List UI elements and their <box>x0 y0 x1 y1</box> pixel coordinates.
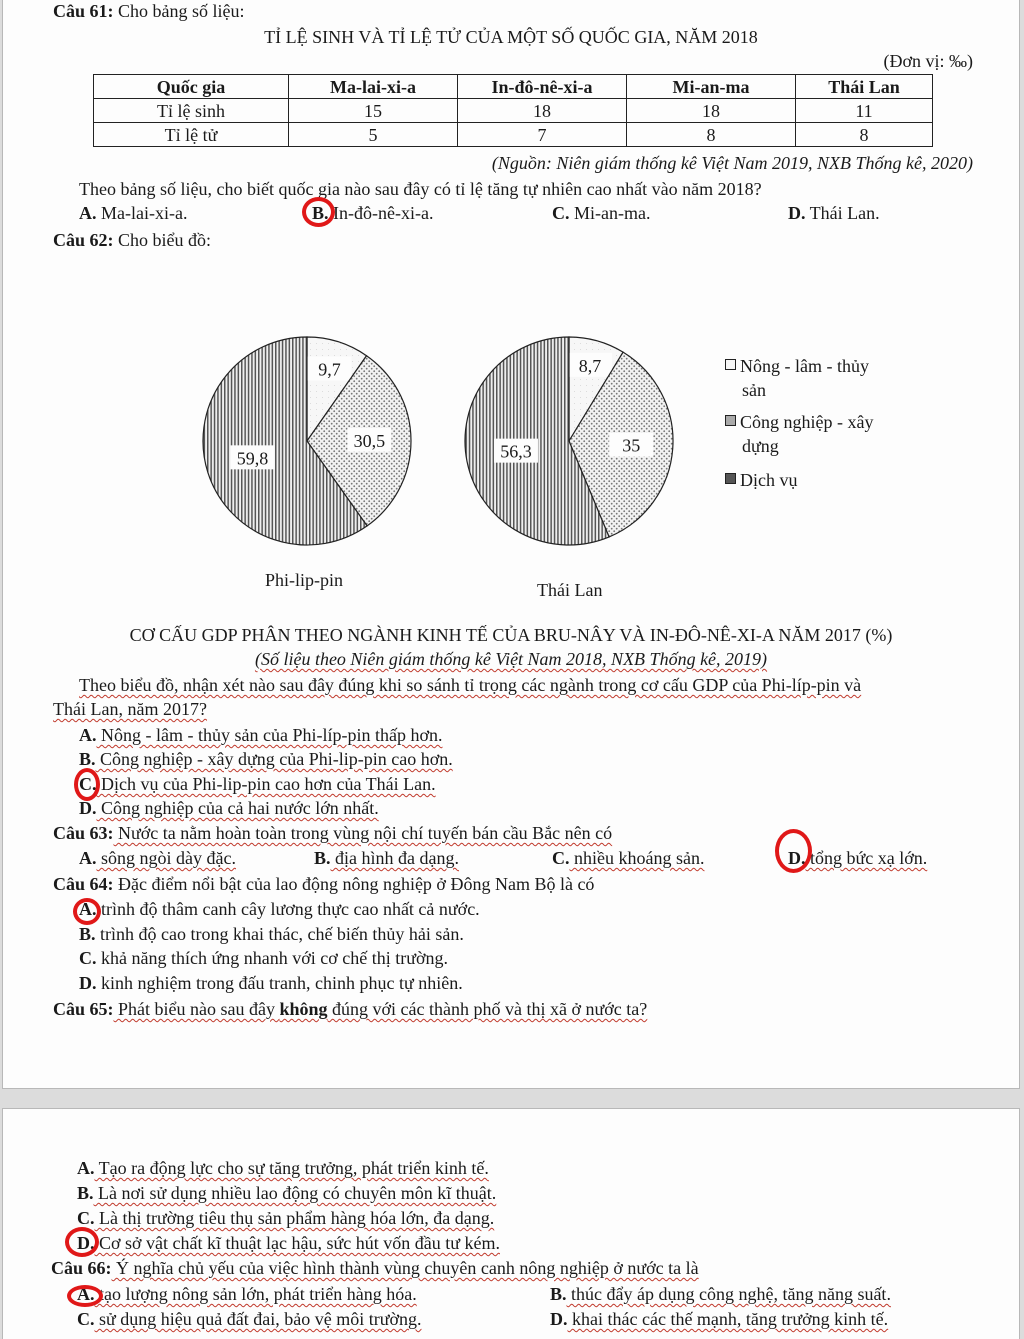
q66-number: Câu 66: <box>51 1258 112 1278</box>
page-2 <box>2 1108 1020 1339</box>
table-cell: Tỉ lệ tử <box>94 123 289 147</box>
q62-option-d[interactable] <box>79 797 379 819</box>
table-cell: 11 <box>796 99 933 123</box>
q65-number: Câu 65: <box>53 999 114 1019</box>
q62-question-text: Theo biểu đồ, nhận xét nào sau đây đúng khi so sánh tỉ trọng các ngành trong cơ cấu GDP của Phi-líp-pin và <box>79 675 862 695</box>
table-header: Thái Lan <box>796 75 933 99</box>
option-text: sông ngòi dày đặc. <box>96 848 236 868</box>
table-cell: Tỉ lệ sinh <box>94 99 289 123</box>
q63-number: Câu 63: <box>53 823 114 843</box>
option-letter: A. <box>79 725 97 745</box>
option-letter: D. <box>788 203 806 223</box>
table-cell: 5 <box>289 123 458 147</box>
q63-option-c[interactable] <box>552 847 704 869</box>
option-letter: A. <box>77 1284 95 1304</box>
q66-option-d[interactable] <box>550 1308 888 1330</box>
answer-mark-q63 <box>775 829 812 873</box>
q66-option-b[interactable] <box>550 1283 891 1305</box>
option-letter: C. <box>552 848 570 868</box>
option-letter: C. <box>77 1208 95 1228</box>
option-letter: D. <box>77 1233 95 1253</box>
legend-item-agriculture <box>725 354 869 402</box>
q64-option-c[interactable] <box>79 947 448 969</box>
q63-option-b[interactable] <box>314 847 459 869</box>
option-text: Là nơi sử dụng nhiều lao động có chuyên môn kĩ thuật. <box>93 1183 497 1203</box>
q63-question <box>53 822 612 844</box>
q66-option-c[interactable] <box>77 1308 421 1330</box>
option-text: kinh nghiệm trong đấu tranh, chinh phục tự nhiên. <box>96 973 463 993</box>
legend-item-industry <box>725 410 873 458</box>
option-text: Ma-lai-xi-a. <box>96 203 188 223</box>
q64-question <box>53 873 594 895</box>
pie-chart-thailand <box>465 337 673 545</box>
q62-number: Câu 62: <box>53 230 114 250</box>
q62-option-b[interactable] <box>79 748 453 770</box>
slice-value-label: 59,8 <box>236 448 269 469</box>
q64-option-d[interactable] <box>79 972 463 994</box>
option-text: Thái Lan. <box>805 203 880 223</box>
q63-option-a[interactable] <box>79 847 236 869</box>
option-letter: D. <box>788 848 806 868</box>
option-text: trình độ thâm canh cây lương thực cao nhất cả nước. <box>96 899 480 919</box>
slice-value-label: 8,7 <box>578 355 602 376</box>
q65-emphasis: không <box>279 999 328 1019</box>
q65-option-c[interactable] <box>77 1207 494 1229</box>
option-letter: C. <box>79 948 97 968</box>
option-text: tạo lượng nông sản lớn, phát triển hàng hóa. <box>94 1284 417 1304</box>
q66-question <box>51 1257 699 1279</box>
option-text: địa hình đa dạng. <box>330 848 459 868</box>
q61-source: (Nguồn: Niên giám thống kê Việt Nam 2019, NXB Thống kê, 2020) <box>491 153 973 173</box>
q61-table-title: TỈ LỆ SINH VÀ TỈ LỆ TỬ CỦA MỘT SỐ QUỐC GIA, NĂM 2018 <box>264 27 758 47</box>
slice-value-label: 35 <box>622 435 641 456</box>
option-letter: B. <box>314 848 331 868</box>
q65-text: Phát biểu nào sau đây <box>113 999 280 1019</box>
option-text: Công nghiệp - xây dựng của Phi-lip-pin cao hơn. <box>95 749 453 769</box>
slice-value-label: 56,3 <box>500 441 532 462</box>
option-letter: C. <box>552 203 570 223</box>
legend-swatch <box>725 473 736 484</box>
option-letter: B. <box>312 203 329 223</box>
table-header: Mi-an-ma <box>627 75 796 99</box>
legend-label-cont: dựng <box>742 436 779 456</box>
q61-intro-text: Cho bảng số liệu: <box>113 1 245 21</box>
q64-number: Câu 64: <box>53 874 114 894</box>
table-cell: 18 <box>627 99 796 123</box>
table-cell: 8 <box>627 123 796 147</box>
option-letter: D. <box>79 798 97 818</box>
page-1 <box>2 0 1020 1089</box>
option-letter: A. <box>79 899 97 919</box>
q62-question-line1 <box>79 674 861 696</box>
q64-option-b[interactable] <box>79 923 464 945</box>
option-text: Mi-an-ma. <box>569 203 651 223</box>
option-letter: A. <box>77 1158 95 1178</box>
option-text: In-đô-nê-xi-a. <box>328 203 434 223</box>
option-letter: B. <box>79 924 96 944</box>
legend-item-services <box>725 468 798 492</box>
option-letter: D. <box>79 973 97 993</box>
legend-label: Công nghiệp - xây <box>740 412 874 432</box>
option-letter: B. <box>79 749 96 769</box>
pie-name-thailand: Thái Lan <box>537 580 603 600</box>
option-text: Dịch vụ của Phi-lip-pin cao hơn của Thái Lan. <box>96 774 436 794</box>
q62-intro-text: Cho biểu đồ: <box>113 230 212 250</box>
legend-swatch <box>725 415 736 426</box>
option-text: nhiều khoáng sản. <box>569 848 705 868</box>
q65-text: đúng với các thành phố và thị xã ở nước ta? <box>327 999 648 1019</box>
option-letter: C. <box>79 774 97 794</box>
table-header: Quốc gia <box>94 75 289 99</box>
q63-text: Nước ta nằm hoàn toàn trong vùng nội chí tuyến bán cầu Bắc nên có <box>113 823 613 843</box>
option-letter: A. <box>79 203 97 223</box>
gdp-pie-charts <box>3 0 1019 620</box>
q65-option-b[interactable] <box>77 1182 496 1204</box>
option-text: Công nghiệp của cả hai nước lớn nhất. <box>96 798 379 818</box>
table-cell: 7 <box>458 123 627 147</box>
option-text: Tạo ra động lực cho sự tăng trưởng, phát triển kinh tế. <box>94 1158 489 1178</box>
option-text: Là thị trường tiêu thụ sản phẩm hàng hóa lớn, đa dạng. <box>94 1208 495 1228</box>
table-cell: 8 <box>796 123 933 147</box>
answer-mark-q64 <box>73 898 101 925</box>
table-header: In-đô-nê-xi-a <box>458 75 627 99</box>
option-text: tổng bức xạ lớn. <box>805 848 928 868</box>
chart-title: CƠ CẤU GDP PHÂN THEO NGÀNH KINH TẾ CỦA BRU-NÂY VÀ IN-ĐÔ-NÊ-XI-A NĂM 2017 (%) <box>129 625 893 645</box>
legend-label-cont: sản <box>742 380 766 400</box>
q61-number: Câu 61: <box>53 1 114 21</box>
option-letter: B. <box>550 1284 567 1304</box>
q61-unit: (Đơn vị: ‰) <box>883 51 973 71</box>
pie-chart-philippines <box>203 337 411 545</box>
option-letter: A. <box>79 848 97 868</box>
q65-option-a[interactable] <box>77 1157 489 1179</box>
chart-source <box>3 648 1019 670</box>
option-text: Nông - lâm - thủy sản của Phi-líp-pin thấp hơn. <box>96 725 443 745</box>
option-text: trình độ cao trong khai thác, chế biến thủy hải sản. <box>95 924 464 944</box>
answer-mark-q65 <box>65 1227 99 1257</box>
option-text: thúc đẩy áp dụng công nghệ, tăng năng suất. <box>566 1284 891 1304</box>
q62-option-a[interactable] <box>79 724 442 746</box>
q66-text: Ý nghĩa chủ yếu của việc hình thành vùng chuyên canh nông nghiệp ở nước ta là <box>111 1258 699 1278</box>
q62-question-text: Thái Lan, năm 2017? <box>53 699 207 719</box>
q62-option-c[interactable] <box>79 773 436 795</box>
table-cell: 18 <box>458 99 627 123</box>
legend-label: Dịch vụ <box>740 470 798 490</box>
slice-value-label: 30,5 <box>353 430 386 451</box>
q61-question: Theo bảng số liệu, cho biết quốc gia nào sau đây có tỉ lệ tăng tự nhiên cao nhất vào năm 2018? <box>79 179 762 199</box>
answer-mark-q62 <box>74 768 100 801</box>
q65-option-d[interactable] <box>77 1232 500 1254</box>
q64-option-a[interactable] <box>79 898 480 920</box>
legend-label: Nông - lâm - thủy <box>740 356 869 376</box>
pie-name-philippines: Phi-lip-pin <box>265 570 344 590</box>
q65-question <box>53 998 647 1020</box>
option-letter: C. <box>77 1309 95 1329</box>
option-text: sử dụng hiệu quả đất đai, bảo vệ môi trường. <box>94 1309 422 1329</box>
q66-option-a[interactable] <box>77 1283 417 1305</box>
table-cell: 15 <box>289 99 458 123</box>
option-text: Cơ sở vật chất kĩ thuật lạc hậu, sức hút vốn đầu tư kém. <box>94 1233 500 1253</box>
q64-text: Đặc điểm nổi bật của lao động nông nghiệp ở Đông Nam Bộ là có <box>113 874 595 894</box>
legend-swatch <box>725 359 736 370</box>
option-text: khả năng thích ứng nhanh với cơ chế thị trường. <box>96 948 448 968</box>
chart-source-text: (Số liệu theo Niên giám thống kê Việt Nam 2018, NXB Thống kê, 2019) <box>254 649 768 669</box>
option-text: khai thác các thế mạnh, tăng trưởng kinh tế. <box>567 1309 889 1329</box>
option-letter: B. <box>77 1183 94 1203</box>
answer-mark-q66 <box>67 1285 103 1307</box>
q62-question-line2 <box>53 698 207 720</box>
slice-value-label: 9,7 <box>318 359 341 380</box>
table-header: Ma-lai-xi-a <box>289 75 458 99</box>
option-letter: D. <box>550 1309 568 1329</box>
